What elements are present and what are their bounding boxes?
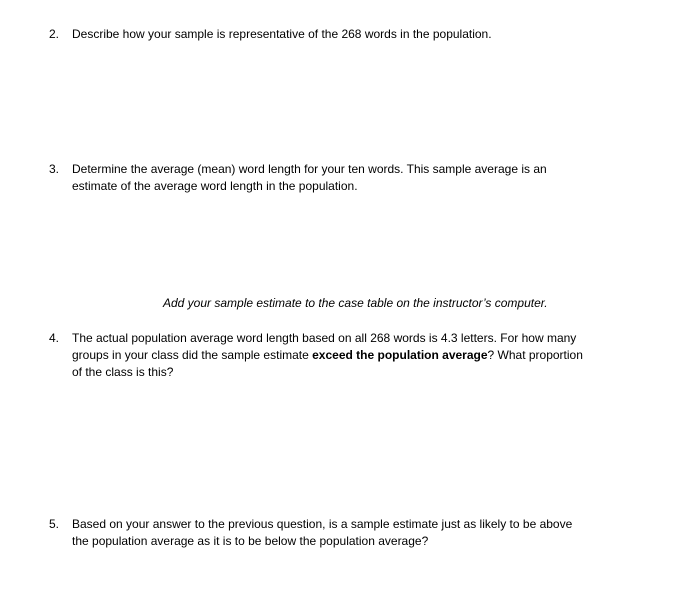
question-line: of the class is this? bbox=[72, 365, 174, 379]
question-number: 5. bbox=[49, 517, 60, 531]
question-text bbox=[72, 26, 632, 43]
question-text bbox=[72, 516, 632, 550]
question-text bbox=[72, 161, 632, 195]
question-line-end: ? What proportion bbox=[487, 348, 583, 362]
instruction-note: Add your sample estimate to the case table on the instructor’s computer. bbox=[163, 296, 548, 310]
question-number: 2. bbox=[49, 27, 60, 41]
question-line-start: groups in your class did the sample estimate bbox=[72, 348, 313, 362]
question-text bbox=[72, 330, 632, 381]
question-number: 3. bbox=[49, 162, 60, 176]
question-line: Based on your answer to the previous question, is a sample estimate just as likely to be above bbox=[72, 517, 573, 531]
question-line: The actual population average word length based on all 268 words is 4.3 letters. For how many bbox=[72, 331, 577, 345]
question-line: Determine the average (mean) word length for your ten words. This sample average is an bbox=[72, 162, 547, 176]
question-line: estimate of the average word length in the population. bbox=[72, 179, 358, 193]
question-line bbox=[72, 347, 632, 364]
question-line: Describe how your sample is representative of the 268 words in the population. bbox=[72, 27, 492, 41]
emphasis-text: exceed the population average bbox=[312, 348, 488, 362]
question-number: 4. bbox=[49, 331, 60, 345]
question-line: the population average as it is to be below the population average? bbox=[72, 534, 429, 548]
